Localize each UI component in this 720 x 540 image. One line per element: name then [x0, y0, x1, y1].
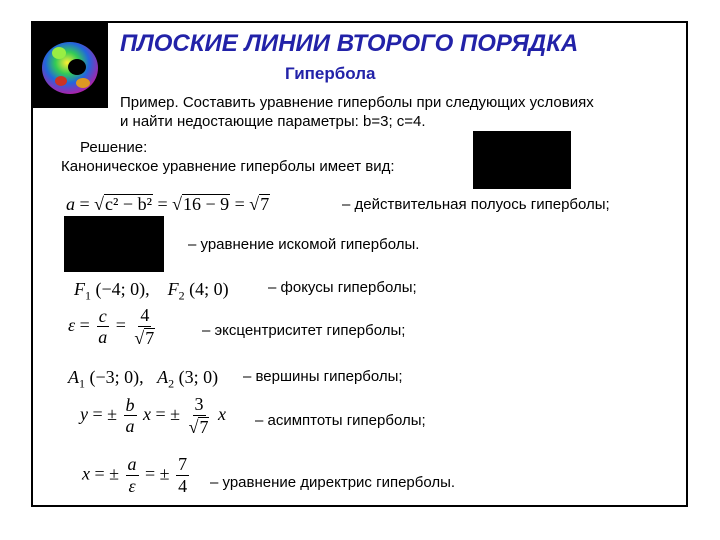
- equation-desc: – уравнение искомой гиперболы.: [188, 236, 420, 253]
- ecc-den-2: 7: [145, 327, 155, 348]
- torus-logo: [33, 23, 108, 108]
- radicand-2: 16 − 9: [183, 194, 230, 214]
- slide-subtitle: Гипербола: [285, 64, 376, 83]
- radicand-1: c² − b²: [105, 194, 152, 214]
- asym-x-2: x: [217, 404, 226, 425]
- radicand-3: 7: [260, 194, 270, 214]
- asym-x-1: x: [143, 404, 152, 425]
- ecc-num-1: c: [98, 305, 107, 326]
- asym-num-2: 3: [194, 394, 204, 414]
- f1-var: F: [74, 279, 85, 299]
- a2-value: (3; 0): [178, 367, 219, 387]
- a2-sub: 2: [168, 376, 175, 391]
- f1-sub: 1: [85, 288, 91, 303]
- asymptote-formula: y = ± $\frac{b}{a}$ x = ± $\frac{3}{√7}$ x: [80, 394, 226, 437]
- y-var: y: [80, 404, 88, 425]
- foci-formula: [74, 280, 229, 302]
- eccentricity-formula: ε = $\frac{c}{a}$ = $\frac{4}{√7}$: [68, 305, 155, 348]
- dir-den-2: 4: [178, 475, 188, 496]
- slide-title: ПЛОСКИЕ ЛИНИИ ВТОРОГО ПОРЯДКА: [120, 30, 579, 57]
- dir-num-2: 7: [178, 454, 188, 474]
- x-var: x: [82, 463, 90, 484]
- torus-logo-icon: [33, 23, 108, 108]
- canonical-equation-image: [473, 131, 571, 189]
- ecc-den-1: a: [98, 327, 108, 348]
- a1-value: (−3; 0),: [89, 367, 144, 387]
- f2-var: F: [167, 279, 179, 299]
- semi-axis-desc: – действительная полуось гиперболы;: [342, 196, 610, 213]
- vertices-desc: – вершины гиперболы;: [243, 368, 403, 385]
- example-text: . Составить уравнение гиперболы при следующих условиях: [174, 94, 594, 111]
- canonical-text: Каноническое уравнение гиперболы имеет вид:: [61, 158, 395, 175]
- a1-sub: 1: [79, 376, 85, 391]
- hyperbola-equation-image: [64, 216, 164, 272]
- asym-den-1: a: [125, 416, 135, 437]
- dir-num-1: a: [127, 454, 137, 474]
- ecc-num-2: 4: [140, 305, 150, 325]
- foci-desc: – фокусы гиперболы;: [268, 279, 417, 296]
- vertices-formula: [68, 368, 218, 390]
- directrix-formula: x = ± $\frac{a}{\varepsilon}$ = ± $\frac{7}{4}$: [82, 454, 188, 496]
- f2-sub: 2: [178, 288, 185, 303]
- eccentricity-desc: – эксцентриситет гиперболы;: [202, 322, 406, 339]
- eps-var: ε: [68, 315, 76, 336]
- a-var: a: [66, 194, 75, 214]
- asym-num-1: b: [125, 394, 135, 415]
- dir-den-1: ε: [128, 475, 136, 496]
- f1-value: (−4; 0),: [95, 279, 150, 299]
- semi-axis-formula: a = √c² − b² = √16 − 9 = √7: [66, 194, 270, 214]
- example-line: [120, 94, 594, 111]
- directrix-desc: – уравнение директрис гиперболы.: [210, 474, 456, 491]
- example-label: Пример: [120, 94, 175, 111]
- asym-den-2: 7: [199, 416, 209, 437]
- solution-label: Решение:: [80, 139, 148, 156]
- example-text-2: и найти недостающие параметры: b=3; c=4.: [120, 113, 426, 130]
- f2-value: (4; 0): [189, 279, 229, 299]
- asymptote-desc: – асимптоты гиперболы;: [255, 412, 426, 429]
- a2-var: A: [157, 367, 169, 387]
- a1-var: A: [68, 367, 79, 387]
